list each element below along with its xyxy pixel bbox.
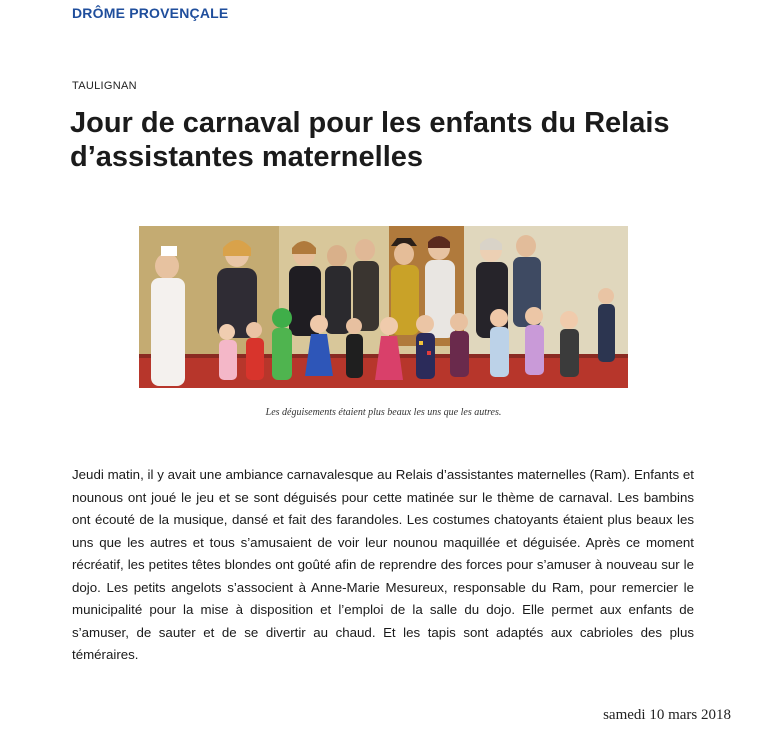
article-headline: Jour de carnaval pour les enfants du Relais d’assistantes maternelles	[70, 107, 670, 173]
photo-caption: Les déguisements étaient plus beaux les uns que les autres.	[265, 407, 502, 418]
article-photo	[139, 226, 628, 388]
newspaper-section-name: DRÔME PROVENÇALE	[72, 5, 229, 21]
article-body: Jeudi matin, il y avait une ambiance carnavalesque au Relais d’assistantes maternelles (Ram). Enfants et nounous ont joué le jeu et se sont déguisés pour cette matinée sur le thème de carnaval. Les bambins ont écouté de la musique, dansé et fait des farandoles. Les costumes chatoyants étaient plus beaux les uns que les autres et tous s’amusaient de voir leur nounou maquillée et déguisée. Après ce moment récréatif, les petites têtes blondes ont goûté afin de reprendre des forces pour s’amuser à nouveau sur le dojo. Les petits angelots s’associent à Anne-Marie Mesureux, responsable du Ram, pour remercier le municipalité pour la mise à disposition et l’emploi de la salle du dojo. Elle permet aux enfants de s’amuser, de sauter et de se divertir au chaud. Et les tapis sont adaptés aux cabrioles des plus téméraires.	[72, 467, 694, 662]
publication-date: samedi 10 mars 2018	[603, 707, 731, 723]
town-rubric: TAULIGNAN	[72, 80, 137, 92]
